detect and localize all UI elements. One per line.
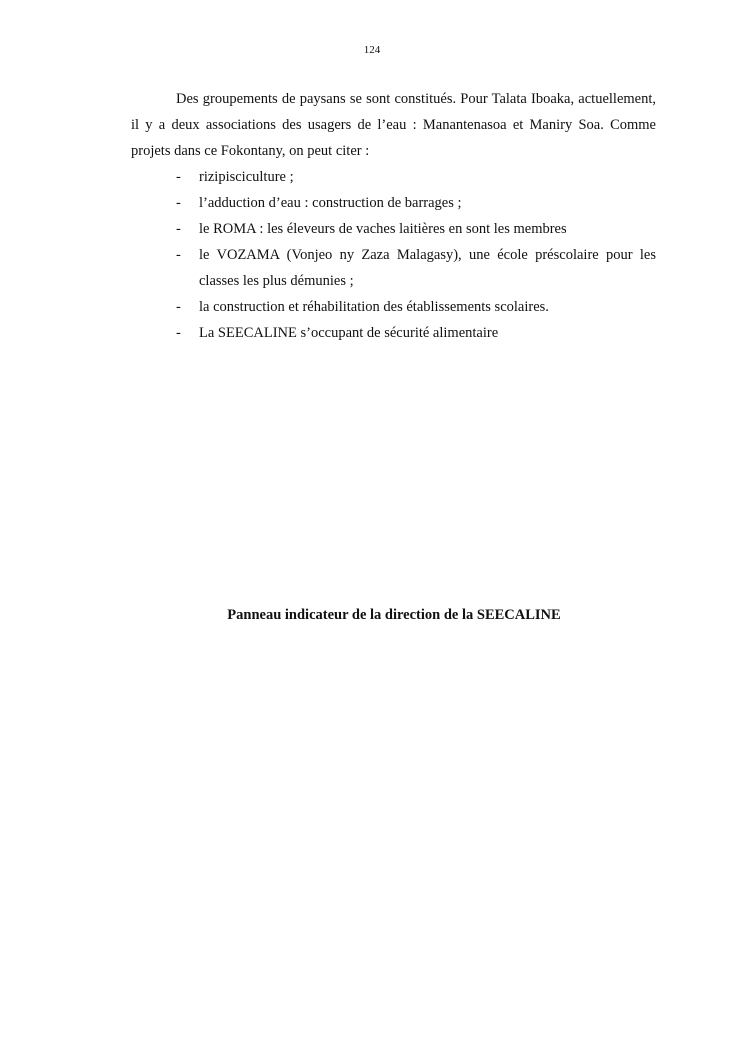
- bullet-dash: -: [176, 169, 181, 185]
- list-item-text: l’adduction d’eau : construction de barrages ;: [199, 195, 462, 211]
- intro-paragraph: Des groupements de paysans se sont constitués. Pour Talata Iboaka, actuellement, il y a deux associations des usagers de l’eau : Manantenasoa et Maniry Soa. Comme projets dans ce Fokontany, on peut citer :: [131, 91, 656, 159]
- list-item-text: le ROMA : les éleveurs de vaches laitières en sont les membres: [199, 221, 567, 237]
- list-item: [131, 164, 656, 190]
- list-item-text: le VOZAMA (Vonjeo ny Zaza Malagasy), une école préscolaire pour les classes les plus démunies ;: [199, 247, 656, 289]
- bullet-dash: -: [176, 299, 181, 315]
- list-item-text: la construction et réhabilitation des établissements scolaires.: [199, 299, 549, 315]
- list-item: [131, 242, 656, 294]
- list-item: [131, 190, 656, 216]
- bullet-dash: -: [176, 325, 181, 341]
- list-item-text: La SEECALINE s’occupant de sécurité alimentaire: [199, 325, 499, 341]
- list-item: [131, 320, 656, 346]
- bullet-dash: -: [176, 247, 181, 263]
- figure-caption: Panneau indicateur de la direction de la SEECALINE: [227, 607, 561, 623]
- list-item: [131, 216, 656, 242]
- page-number: 124: [363, 44, 381, 56]
- bullet-dash: -: [176, 221, 181, 237]
- project-list: [131, 164, 656, 346]
- bullet-dash: -: [176, 195, 181, 211]
- list-item: [131, 294, 656, 320]
- list-item-text: rizipisciculture ;: [199, 169, 294, 185]
